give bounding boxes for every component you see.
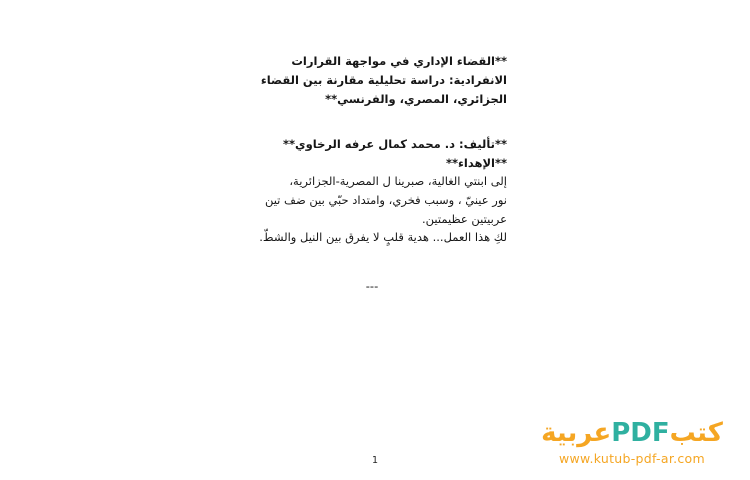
section-separator: ---: [365, 278, 379, 293]
watermark: [532, 417, 732, 466]
title-line-2: الانفرادية: دراسة تحليلية مقارنة بين القضاء: [260, 73, 507, 88]
author-line: **تأليف: د. محمد كمال عرفه الرخاوي**: [283, 137, 507, 152]
title-line-3: الجزائري، المصري، والفرنسي**: [325, 92, 507, 107]
watermark-url: www.kutub-pdf-ar.com: [559, 451, 705, 466]
dedication-line-2: نور عينيّ ، وسبب فخري، وامتداد حبّي بين ضف تين عربيتين عظيمتين.: [264, 193, 507, 226]
document-body: [237, 52, 507, 296]
dedication-line-3: لكِ هذا العمل... هدية قلبٍ لا يفرق بين النيل والشطّ.: [259, 230, 507, 245]
dedication-heading: **الإهداء**: [446, 155, 507, 170]
title-line-1: **القضاء الإداري في مواجهة القرارات: [291, 54, 507, 68]
page-number: 1: [371, 455, 379, 466]
watermark-word-kutub: كتب: [669, 417, 723, 448]
document-title: [237, 52, 507, 109]
watermark-title: [532, 417, 732, 448]
dedication-line-1: إلى ابنتي الغالية، صبرينا ل المصرية-الجزائرية،: [289, 174, 507, 189]
watermark-word-pdf: PDF: [611, 417, 670, 448]
watermark-word-arabia: عربية: [541, 417, 612, 448]
